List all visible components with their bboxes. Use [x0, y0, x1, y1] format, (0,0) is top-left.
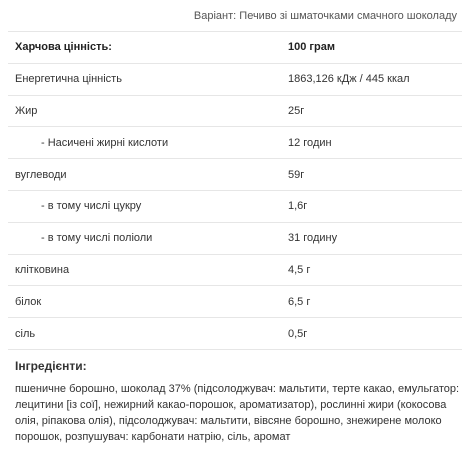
nutrition-row-name: сіль — [8, 318, 288, 350]
nutrition-row-value: 31 годину — [288, 222, 462, 254]
nutrition-row-name: - в тому числі поліоли — [8, 222, 288, 254]
nutrition-row-name: білок — [8, 286, 288, 318]
nutrition-table — [8, 31, 462, 350]
nutrition-row-name: Енергетична цінність — [8, 63, 288, 95]
nutrition-row-value: 4,5 г — [288, 254, 462, 286]
nutrition-header-name: Харчова цінність: — [8, 32, 288, 64]
nutrition-row-name: - Насичені жирні кислоти — [8, 127, 288, 159]
nutrition-row-name: - в тому числі цукру — [8, 190, 288, 222]
nutrition-row — [8, 318, 462, 350]
nutrition-row — [8, 190, 462, 222]
nutrition-row-value: 12 годин — [288, 127, 462, 159]
nutrition-row — [8, 286, 462, 318]
nutrition-row — [8, 63, 462, 95]
nutrition-row — [8, 95, 462, 127]
variant-line — [194, 10, 457, 22]
nutrition-row-value: 1,6г — [288, 190, 462, 222]
variant-value: Печиво зі шматочками смачного шоколаду — [239, 10, 457, 22]
ingredients-text: пшеничне борошно, шоколад 37% (підсолоджувач: мальтити, терте какао, емульгатор: лецитини [із сої], нежирний какао-порошок, ароматизатор), рослинні жири (кокосова олія, ріпакова олія), підсолоджувач: мальтити, вівсяне борошно, знежирене молоко порошок, розпушувач: карбонати натрію, сіль, аромат — [15, 383, 460, 443]
nutrition-row-value: 0,5г — [288, 318, 462, 350]
nutrition-row-name: Жир — [8, 95, 288, 127]
variant-label: Варіант: — [193, 10, 237, 22]
nutrition-row — [8, 127, 462, 159]
nutrition-row-name: клітковина — [8, 254, 288, 286]
nutrition-row-value: 25г — [288, 95, 462, 127]
nutrition-row-name: вуглеводи — [8, 159, 288, 191]
nutrition-header-value: 100 грам — [288, 32, 462, 64]
nutrition-row — [8, 222, 462, 254]
nutrition-row — [8, 159, 462, 191]
nutrition-row-value: 1863,126 кДж / 445 ккал — [288, 63, 462, 95]
nutrition-header-row — [8, 32, 462, 64]
ingredients-title: Інгредієнти: — [15, 359, 87, 373]
nutrition-row-value: 6,5 г — [288, 286, 462, 318]
nutrition-row-value: 59г — [288, 159, 462, 191]
nutrition-row — [8, 254, 462, 286]
